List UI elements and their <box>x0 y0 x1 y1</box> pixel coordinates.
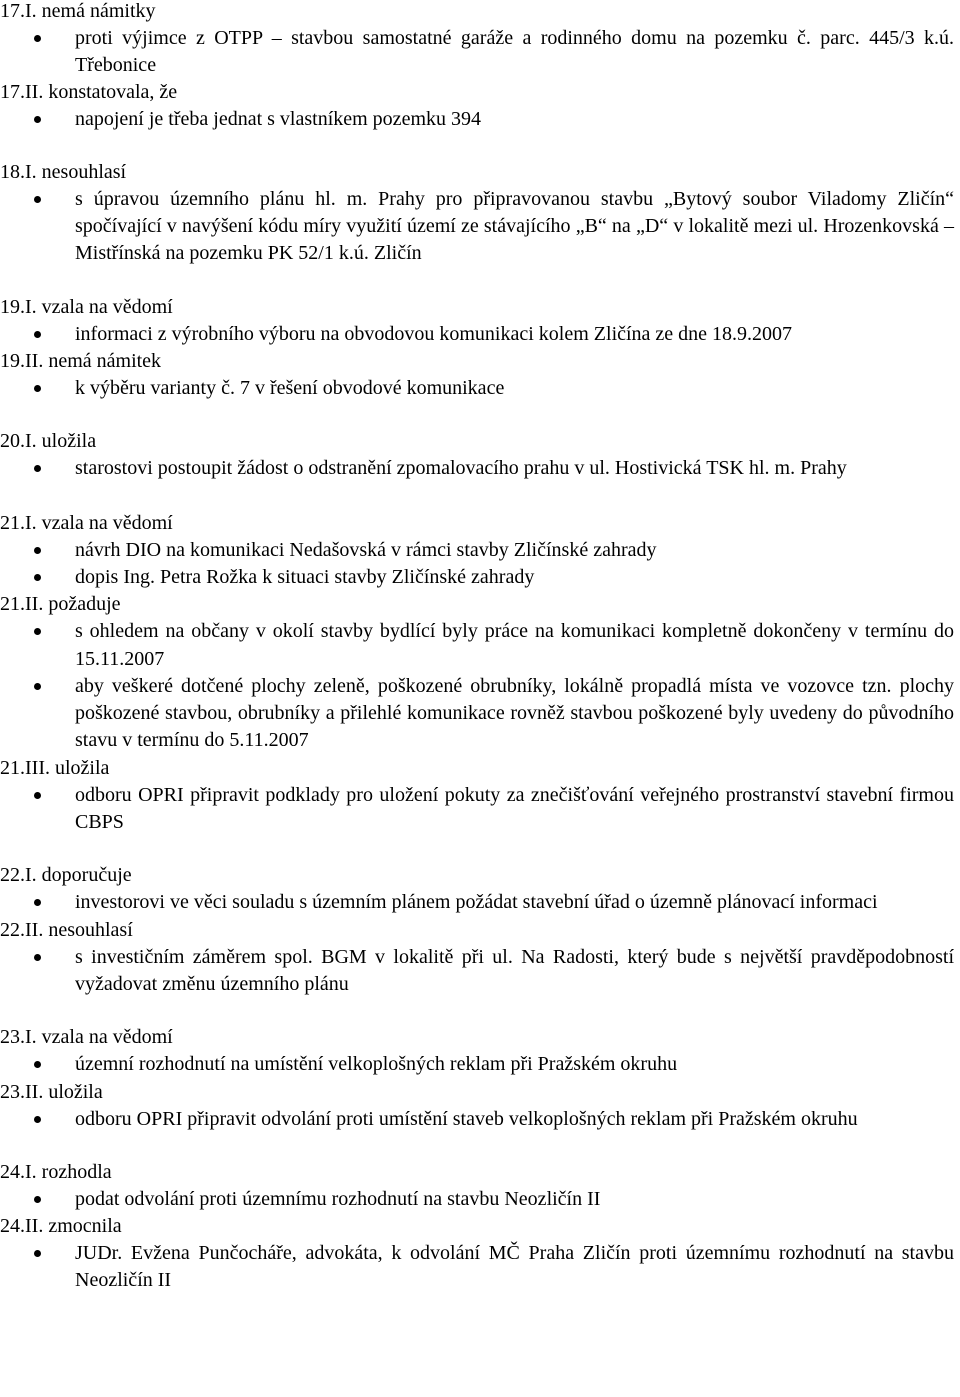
section-heading: 19.I. vzala na vědomí <box>0 295 173 318</box>
bullet-icon <box>34 116 41 123</box>
section-heading: 21.I. vzala na vědomí <box>0 511 173 534</box>
section-heading: 24.I. rozhodla <box>0 1160 112 1183</box>
resolution-21-i <box>0 510 956 592</box>
section-heading: 20.I. uložila <box>0 430 97 453</box>
bullet-text: návrh DIO na komunikaci Nedašovská v rámci stavby Zličínské zahrady <box>75 538 657 561</box>
resolution-19-i <box>0 294 956 348</box>
bullet-item <box>0 106 956 133</box>
resolution-20-i <box>0 428 956 482</box>
bullet-item <box>0 673 956 755</box>
bullet-text: podat odvolání proti územnímu rozhodnutí na stavbu Neozličín II <box>75 1187 601 1210</box>
section-heading: 21.III. uložila <box>0 756 110 779</box>
bullet-item <box>0 889 956 916</box>
bullet-icon <box>34 899 41 906</box>
bullet-text: s ohledem na občany v okolí stavby bydlící byly práce na komunikaci kompletně dokončeny v termínu do 15.11.2007 <box>75 620 954 670</box>
bullet-text: napojení je třeba jednat s vlastníkem pozemku 394 <box>75 107 481 130</box>
bullet-icon <box>34 385 41 392</box>
bullet-text: odboru OPRI připravit odvolání proti umístění staveb velkoplošných reklam při Pražském okruhu <box>75 1107 858 1130</box>
bullet-item <box>0 186 956 268</box>
bullet-item <box>0 1240 956 1295</box>
bullet-item <box>0 25 956 80</box>
section-heading: 22.II. nesouhlasí <box>0 918 133 941</box>
bullet-item <box>0 537 956 564</box>
bullet-text: proti výjimce z OTPP – stavbou samostatné garáže a rodinného domu na pozemku č. parc. 445/3 k.ú. Třebonice <box>75 27 954 77</box>
section-heading: 23.I. vzala na vědomí <box>0 1026 173 1049</box>
bullet-text: JUDr. Evžena Punčocháře, advokáta, k odvolání MČ Praha Zličín proti územnímu rozhodnutí na stavbu Neozličín II <box>75 1242 954 1292</box>
bullet-text: s úpravou územního plánu hl. m. Prahy pro připravovanou stavbu „Bytový soubor Viladomy Zličín“ spočívající v navýšení kódu míry využití území ze stávajícího „B“ na „D“ v lokalitě mezi ul. Hrozenkovská – Mistřínská na pozemku PK 52/1 k.ú. Zličín <box>75 187 954 265</box>
section-heading: 17.I. nemá námitky <box>0 0 156 22</box>
bullet-icon <box>34 1196 41 1203</box>
resolution-17-ii <box>0 79 956 133</box>
section-heading: 19.II. nemá námitek <box>0 350 162 373</box>
resolution-24-i <box>0 1159 956 1213</box>
bullet-text: odboru OPRI připravit podklady pro uložení pokuty za znečišťování veřejného prostranství stavební firmou CBPS <box>75 783 954 834</box>
bullet-text: s investičním záměrem spol. BGM v lokalitě při ul. Na Radosti, který bude s největší pravděpodobností vyžadovat změnu územního plánu <box>75 945 954 995</box>
bullet-item <box>0 944 956 999</box>
bullet-icon <box>34 683 41 690</box>
resolution-22-i <box>0 862 956 916</box>
bullet-icon <box>34 1250 41 1257</box>
resolution-24-ii <box>0 1213 956 1295</box>
bullet-icon <box>34 465 41 472</box>
section-heading: 21.II. požaduje <box>0 593 121 616</box>
bullet-text: starostovi postoupit žádost o odstranění zpomalovacího prahu v ul. Hostivická TSK hl. m. Prahy <box>75 457 847 480</box>
bullet-text: územní rozhodnutí na umístění velkoplošných reklam při Pražském okruhu <box>75 1053 678 1076</box>
bullet-item <box>0 618 956 673</box>
resolution-22-ii <box>0 917 956 999</box>
resolution-23-i <box>0 1024 956 1078</box>
section-heading: 22.I. doporučuje <box>0 864 132 887</box>
bullet-icon <box>34 1061 41 1068</box>
bullet-icon <box>34 954 41 961</box>
bullet-item <box>0 564 956 591</box>
bullet-icon <box>34 547 41 554</box>
bullet-item <box>0 375 956 402</box>
resolution-21-ii <box>0 591 956 754</box>
bullet-item <box>0 782 956 837</box>
bullet-item <box>0 1186 956 1213</box>
section-heading: 17.II. konstatovala, že <box>0 80 178 103</box>
bullet-text: k výběru varianty č. 7 v řešení obvodové komunikace <box>75 377 505 400</box>
section-heading: 24.II. zmocnila <box>0 1215 122 1238</box>
section-heading: 23.II. uložila <box>0 1080 103 1103</box>
bullet-item <box>0 455 956 482</box>
bullet-icon <box>34 35 41 42</box>
resolution-21-iii <box>0 755 956 837</box>
resolution-23-ii <box>0 1079 956 1133</box>
bullet-text: informaci z výrobního výboru na obvodovou komunikaci kolem Zličína ze dne 18.9.2007 <box>75 322 793 345</box>
bullet-icon <box>34 792 41 799</box>
bullet-text: dopis Ing. Petra Rožka k situaci stavby Zličínské zahrady <box>75 565 535 588</box>
bullet-icon <box>34 1116 41 1123</box>
bullet-icon <box>34 574 41 581</box>
bullet-item <box>0 321 956 348</box>
bullet-item <box>0 1106 956 1133</box>
resolution-18-i <box>0 159 956 268</box>
bullet-text: aby veškeré dotčené plochy zeleně, poškozené obrubníky, lokálně propadlá místa ve vozovce tzn. plochy poškozené stavbou, obrubníky a přilehlé komunikace rovněž stavbou poškozené byly uvedeny do původního stavu v termínu do 5.11.2007 <box>75 674 954 752</box>
resolution-19-ii <box>0 348 956 402</box>
bullet-icon <box>34 196 41 203</box>
resolution-17-i <box>0 0 956 80</box>
bullet-text: investorovi ve věci souladu s územním plánem požádat stavební úřad o územně plánovací informaci <box>75 891 878 914</box>
bullet-item <box>0 1051 956 1078</box>
section-heading: 18.I. nesouhlasí <box>0 160 127 183</box>
bullet-icon <box>34 331 41 338</box>
bullet-icon <box>34 628 41 635</box>
